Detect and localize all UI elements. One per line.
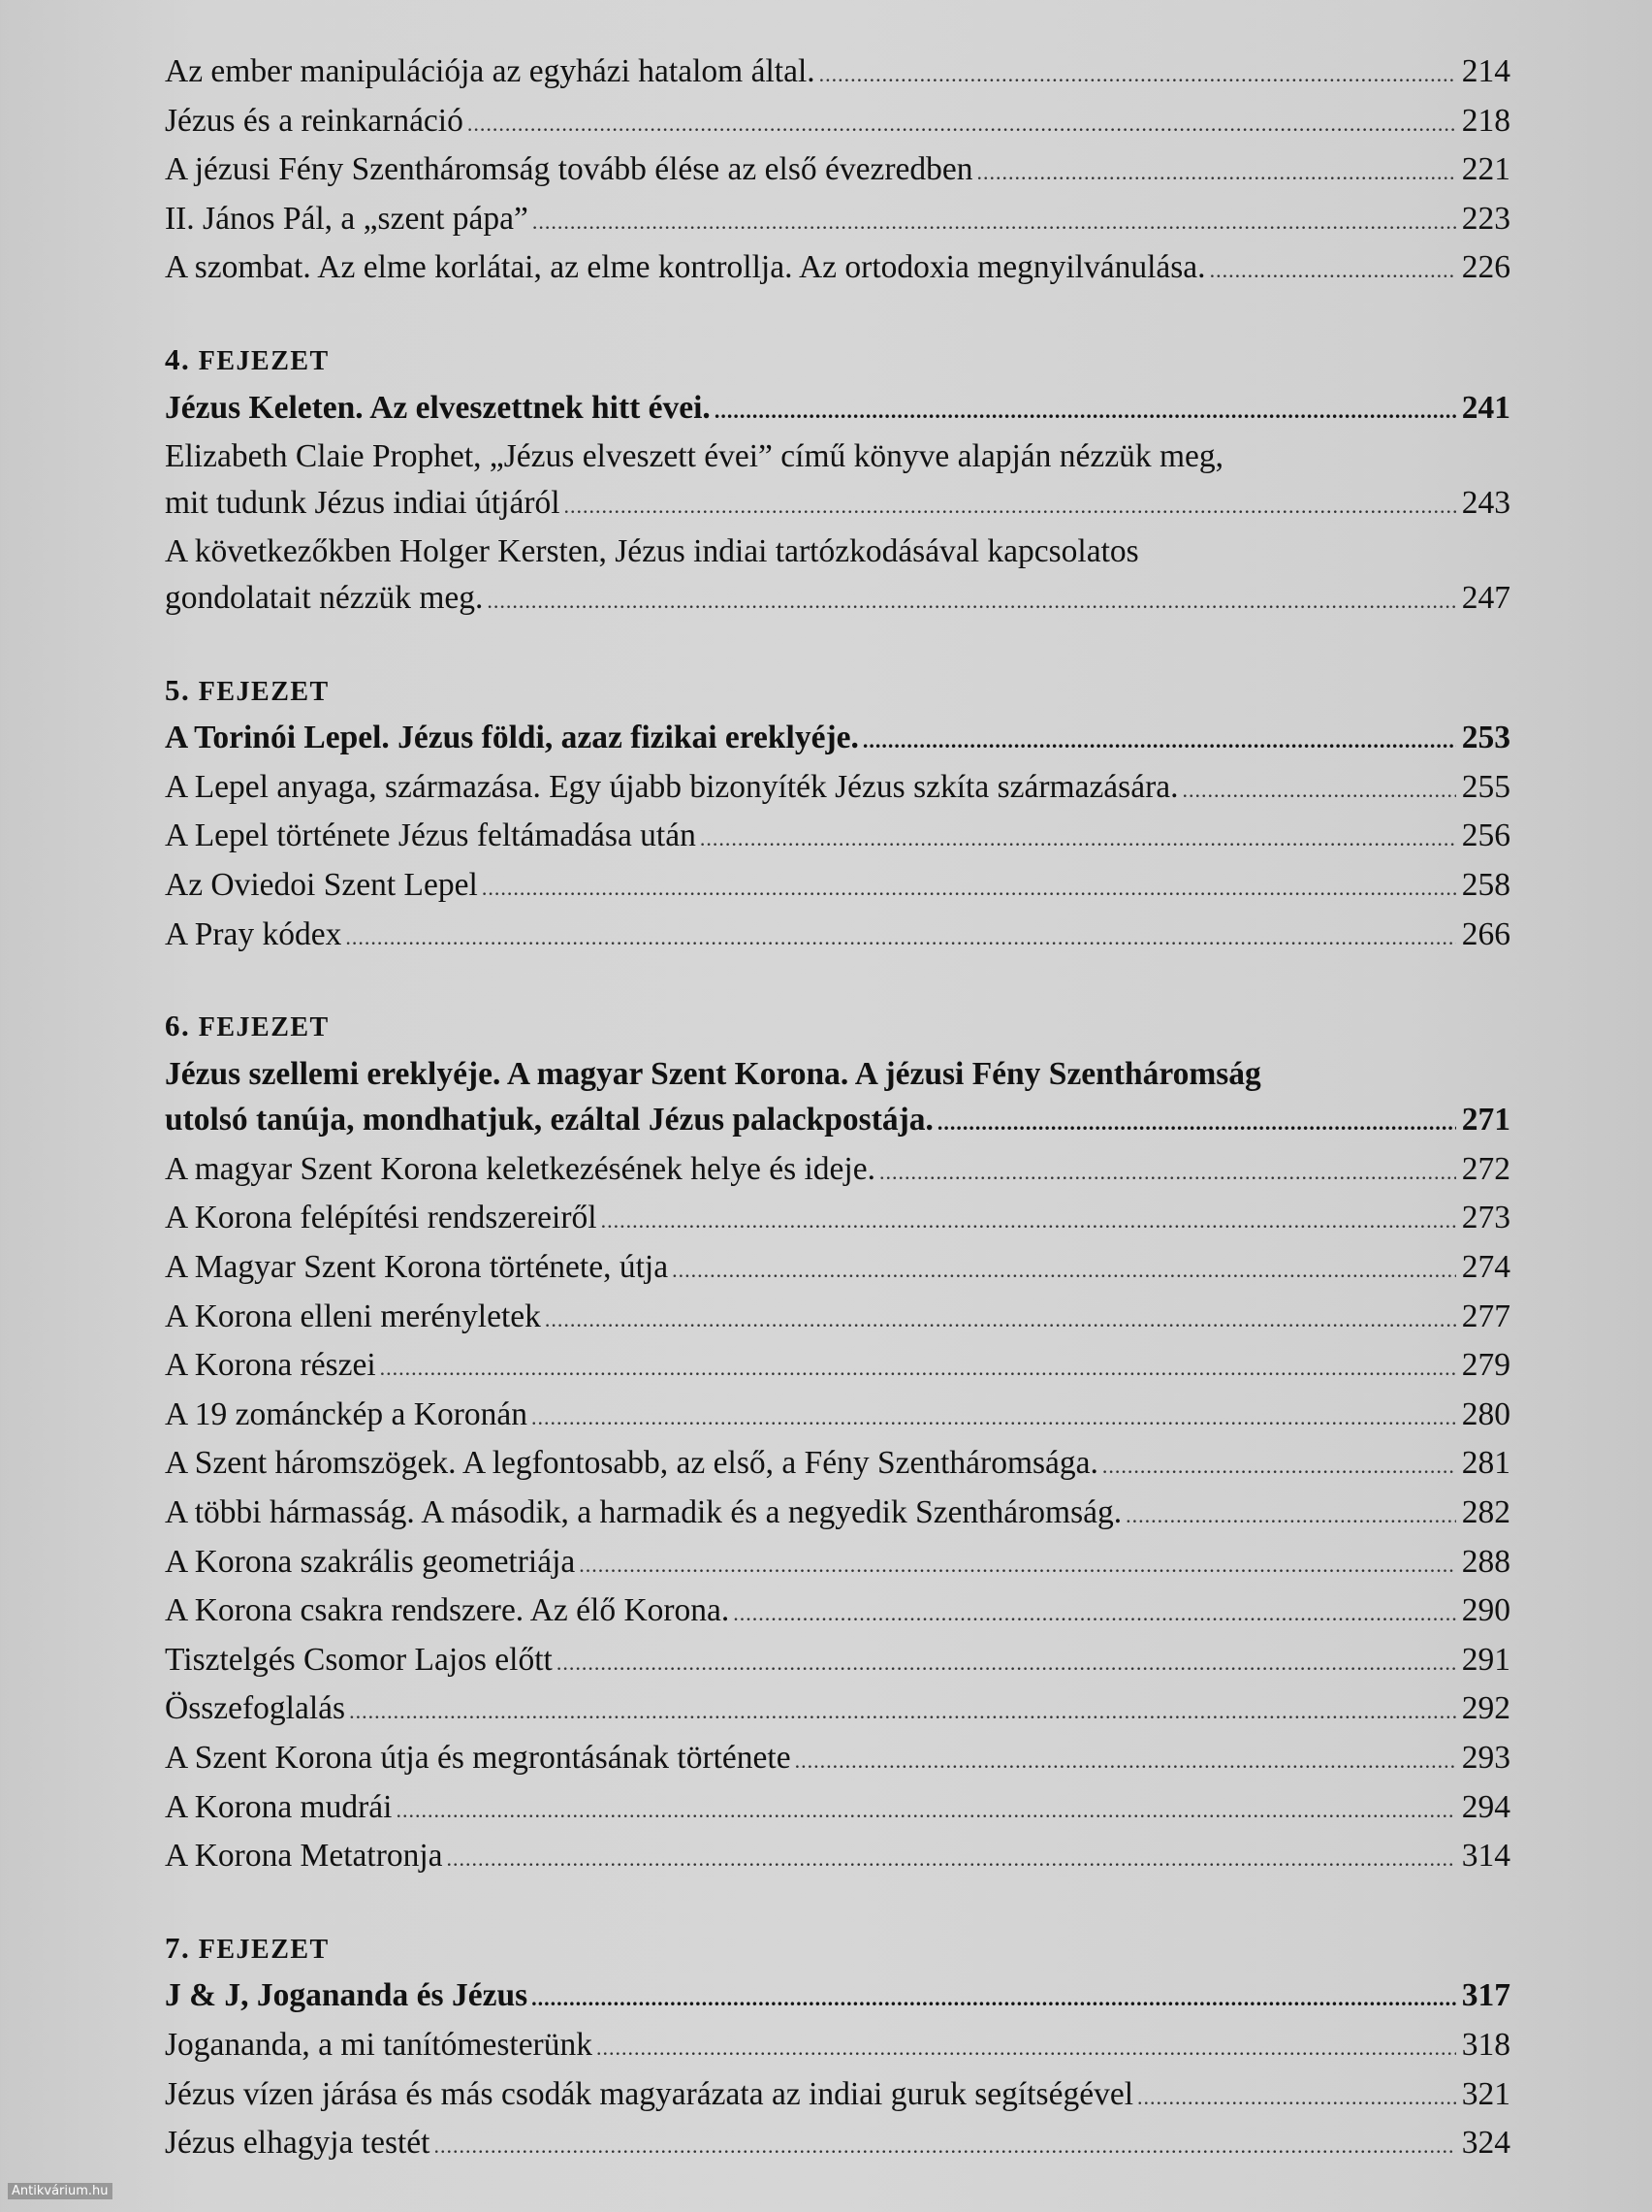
toc-entry-title: A 19 zománckép a Koronán (165, 1395, 527, 1432)
toc-entry-row (165, 1244, 1510, 1294)
toc-entry-title: A Korona szakrális geometriája (165, 1543, 576, 1580)
toc-page-number: 247 (1461, 579, 1510, 616)
chapter-number: 5. (165, 672, 191, 707)
dot-leader (531, 1975, 1456, 2022)
toc-page-number: 292 (1461, 1690, 1510, 1727)
toc-entry (165, 764, 1510, 814)
table-of-contents (165, 48, 1510, 2212)
toc-entry-title: utolsó tanúja, mondhatjuk, ezáltal Jézus palackpostája. (165, 1102, 934, 1138)
toc-page-number: 243 (1461, 484, 1510, 521)
toc-section (165, 1925, 1510, 2169)
toc-entry-row (165, 1146, 1510, 1196)
toc-entry (165, 1146, 1510, 1196)
toc-page-number: 291 (1461, 1641, 1510, 1678)
toc-page-number: 318 (1461, 2026, 1510, 2063)
dot-leader (937, 1100, 1456, 1146)
toc-entry-title: A magyar Szent Korona keletkezésének helye és ideje. (165, 1150, 875, 1187)
toc-entry (165, 1833, 1510, 1882)
toc-page-number: 226 (1461, 249, 1510, 286)
toc-entry-row (165, 385, 1510, 434)
toc-entry (165, 1440, 1510, 1490)
toc-page-number: 256 (1461, 817, 1510, 854)
toc-entry-title: gondolatait nézzük meg. (165, 579, 484, 616)
toc-entry-row (165, 1735, 1510, 1784)
dot-leader (564, 483, 1456, 529)
toc-entry (165, 1784, 1510, 1834)
chapter-heading (165, 1003, 1510, 1051)
toc-entry-title: Jézus és a reinkarnáció (165, 102, 463, 139)
toc-entry-title: A Lepel története Jézus feltámadása után (165, 817, 696, 854)
toc-page-number: 282 (1461, 1494, 1510, 1531)
toc-entry-row (165, 912, 1510, 961)
toc-entry-title: A Korona részei (165, 1347, 376, 1384)
chapter-heading (165, 337, 1510, 385)
toc-entry-row (165, 146, 1510, 196)
dot-leader (863, 718, 1456, 764)
toc-page-number: 223 (1461, 200, 1510, 237)
toc-entry (165, 146, 1510, 196)
toc-entry-title: Jézus vízen járása és más csodák magyarázata az indiai guruk segítségével (165, 2075, 1133, 2112)
dot-leader (532, 199, 1456, 245)
toc-entry-row (165, 196, 1510, 245)
dot-leader (433, 2123, 1455, 2169)
toc-page-number: 272 (1461, 1150, 1510, 1187)
toc-section (165, 1003, 1510, 1882)
toc-entry-row (165, 480, 1510, 529)
toc-entry (165, 433, 1510, 529)
toc-section (165, 48, 1510, 294)
chapter-label: FEJEZET (198, 1934, 330, 1965)
toc-page-number: 218 (1461, 102, 1510, 139)
toc-chapter-title-entry (165, 1051, 1510, 1146)
toc-entry (165, 1735, 1510, 1784)
toc-entry (165, 2071, 1510, 2121)
dot-leader (596, 2025, 1456, 2071)
toc-page-number: 290 (1461, 1592, 1510, 1629)
toc-page-number: 253 (1461, 720, 1510, 756)
dot-leader (531, 1395, 1456, 1441)
toc-entry-title: J & J, Jogananda és Jézus (165, 1977, 528, 2014)
toc-entry-title: A Szent háromszögek. A legfontosabb, az első, a Fény Szentháromsága. (165, 1445, 1098, 1482)
dot-leader (579, 1542, 1456, 1588)
toc-chapter-title-entry (165, 385, 1510, 434)
toc-page-number: 266 (1461, 915, 1510, 952)
toc-section (165, 667, 1510, 961)
toc-entry-title: Összefoglalás (165, 1690, 346, 1727)
dot-leader (380, 1345, 1456, 1392)
dot-leader (487, 578, 1455, 625)
toc-entry (165, 244, 1510, 294)
dot-leader (672, 1247, 1456, 1294)
dot-leader (879, 1149, 1456, 1196)
toc-entry-row (165, 764, 1510, 814)
chapter-label: FEJEZET (198, 676, 330, 707)
toc-page-number: 241 (1461, 389, 1510, 426)
toc-entry-row (165, 1685, 1510, 1735)
toc-entry-title: mit tudunk Jézus indiai útjáról (165, 484, 560, 521)
toc-page-number: 288 (1461, 1543, 1510, 1580)
watermark: Antikvárium.hu (8, 2183, 112, 2199)
chapter-heading (165, 1925, 1510, 1973)
toc-entry-title: A Korona csakra rendszere. Az élő Korona. (165, 1592, 730, 1629)
chapter-number: 4. (165, 341, 191, 376)
dot-leader (345, 914, 1455, 961)
dot-leader (482, 865, 1456, 912)
toc-entry (165, 1195, 1510, 1244)
toc-entry-row (165, 2071, 1510, 2121)
chapter-label: FEJEZET (198, 345, 330, 376)
toc-entry-title: A Lepel anyaga, származása. Egy újabb bizonyíték Jézus szkíta származására. (165, 768, 1179, 805)
toc-entry-title: Tisztelgés Csomor Lajos előtt (165, 1641, 553, 1678)
dot-leader (1137, 2074, 1456, 2121)
toc-page-number: 281 (1461, 1445, 1510, 1482)
toc-entry-title: A Korona felépítési rendszereiről (165, 1200, 597, 1236)
chapter-heading (165, 667, 1510, 716)
toc-page-number: 255 (1461, 768, 1510, 805)
toc-entry-title: A szombat. Az elme korlátai, az elme kontrollja. Az ortodoxia megnyilvánulása. (165, 249, 1206, 286)
toc-entry-first-line: Elizabeth Claie Prophet, „Jézus elveszett évei” című könyve alapján nézzük meg, (165, 438, 1224, 475)
toc-entry-row (165, 2022, 1510, 2071)
toc-entry-title: A Korona Metatronja (165, 1838, 443, 1875)
toc-entry (165, 2022, 1510, 2071)
toc-entry-row (165, 813, 1510, 862)
toc-page-number: 321 (1461, 2075, 1510, 2112)
toc-page-number: 280 (1461, 1395, 1510, 1432)
toc-entry-title: A Szent Korona útja és megrontásának története (165, 1740, 791, 1776)
toc-section (165, 337, 1510, 625)
chapter-number: 6. (165, 1009, 191, 1043)
dot-leader (1210, 247, 1456, 294)
toc-entry (165, 1294, 1510, 1343)
toc-page-number: 317 (1461, 1977, 1510, 2014)
toc-entry-row (165, 1294, 1510, 1343)
dot-leader (1183, 767, 1456, 814)
toc-entry-title: A Korona elleni merényletek (165, 1298, 541, 1334)
toc-entry-title: A Magyar Szent Korona története, útja (165, 1249, 669, 1286)
toc-entry-title: A többi hármasság. A második, a harmadik és a negyedik Szentháromság. (165, 1494, 1123, 1531)
toc-entry-title: Az ember manipulációja az egyházi hatalom által. (165, 53, 815, 89)
toc-entry (165, 529, 1510, 624)
toc-page-number: 314 (1461, 1838, 1510, 1875)
toc-entry (165, 196, 1510, 245)
toc-page-number: 274 (1461, 1249, 1510, 1286)
dot-leader (467, 101, 1456, 147)
toc-entry-row (165, 1195, 1510, 1244)
toc-page-number: 214 (1461, 53, 1510, 89)
toc-entry-row (165, 575, 1510, 625)
toc-entry-title: A Torinói Lepel. Jézus földi, azaz fizikai ereklyéje. (165, 720, 859, 756)
toc-entry-title: II. János Pál, a „szent pápa” (165, 200, 528, 237)
dot-leader (545, 1297, 1456, 1343)
toc-entry-row (165, 715, 1510, 764)
toc-page-number: 258 (1461, 866, 1510, 903)
toc-entry (165, 1539, 1510, 1588)
toc-page-number: 293 (1461, 1740, 1510, 1776)
toc-entry (165, 1342, 1510, 1392)
toc-entry (165, 48, 1510, 98)
toc-entry-title: A Korona mudrái (165, 1788, 393, 1825)
toc-entry (165, 862, 1510, 912)
toc-entry (165, 98, 1510, 147)
toc-entry-title: Jogananda, a mi tanítómesterünk (165, 2026, 592, 2063)
toc-entry (165, 912, 1510, 961)
toc-entry-title: Az Oviedoi Szent Lepel (165, 866, 478, 903)
toc-entry-first-line: A következőkben Holger Kersten, Jézus indiai tartózkodásával kapcsolatos (165, 533, 1139, 570)
toc-page-number: 277 (1461, 1298, 1510, 1334)
toc-entry (165, 1587, 1510, 1637)
toc-chapter-title-entry (165, 1972, 1510, 2022)
toc-entry (165, 1490, 1510, 1539)
dot-leader (447, 1836, 1456, 1882)
dot-leader (601, 1198, 1456, 1244)
toc-entry-title: Jézus elhagyja testét (165, 2125, 430, 2162)
dot-leader (556, 1640, 1456, 1686)
toc-entry (165, 2120, 1510, 2169)
dot-leader (976, 149, 1455, 196)
toc-entry (165, 813, 1510, 862)
toc-entry (165, 1637, 1510, 1686)
dot-leader (700, 816, 1456, 862)
toc-entry-row (165, 1097, 1510, 1146)
toc-entry-row (165, 2120, 1510, 2169)
toc-entry-row (165, 1587, 1510, 1637)
dot-leader (349, 1688, 1456, 1735)
toc-entry-row (165, 1392, 1510, 1441)
toc-entry-first-line: Jézus szellemi ereklyéje. A magyar Szent Korona. A jézusi Fény Szentháromság (165, 1055, 1261, 1092)
dot-leader (819, 51, 1456, 98)
toc-page-number: 279 (1461, 1347, 1510, 1384)
toc-entry-row (165, 244, 1510, 294)
dot-leader (795, 1738, 1456, 1784)
toc-page-number: 294 (1461, 1788, 1510, 1825)
chapter-number: 7. (165, 1930, 191, 1965)
toc-entry-title: A Pray kódex (165, 915, 342, 952)
toc-entry-row (165, 1490, 1510, 1539)
toc-entry-row (165, 1440, 1510, 1490)
toc-page-number: 221 (1461, 151, 1510, 188)
dot-leader (396, 1787, 1455, 1834)
chapter-label: FEJEZET (198, 1012, 330, 1043)
toc-entry-row (165, 48, 1510, 98)
toc-entry-row (165, 1784, 1510, 1834)
dot-leader (1102, 1443, 1456, 1490)
toc-entry-row (165, 1637, 1510, 1686)
toc-page-number: 273 (1461, 1200, 1510, 1236)
dot-leader (715, 388, 1456, 434)
toc-entry-row (165, 1342, 1510, 1392)
toc-entry-row (165, 1539, 1510, 1588)
toc-entry-row (165, 1972, 1510, 2022)
toc-entry (165, 1244, 1510, 1294)
toc-entry (165, 1685, 1510, 1735)
toc-page-number: 271 (1461, 1102, 1510, 1138)
toc-entry-title: Jézus Keleten. Az elveszettnek hitt évei. (165, 389, 711, 426)
dot-leader (733, 1590, 1455, 1637)
toc-page-number: 324 (1461, 2125, 1510, 2162)
toc-entry-row (165, 862, 1510, 912)
dot-leader (1126, 1492, 1456, 1539)
toc-entry-title: A jézusi Fény Szentháromság tovább élése az első évezredben (165, 151, 973, 188)
toc-entry (165, 1392, 1510, 1441)
toc-entry-row (165, 1833, 1510, 1882)
toc-entry-row (165, 98, 1510, 147)
toc-chapter-title-entry (165, 715, 1510, 764)
